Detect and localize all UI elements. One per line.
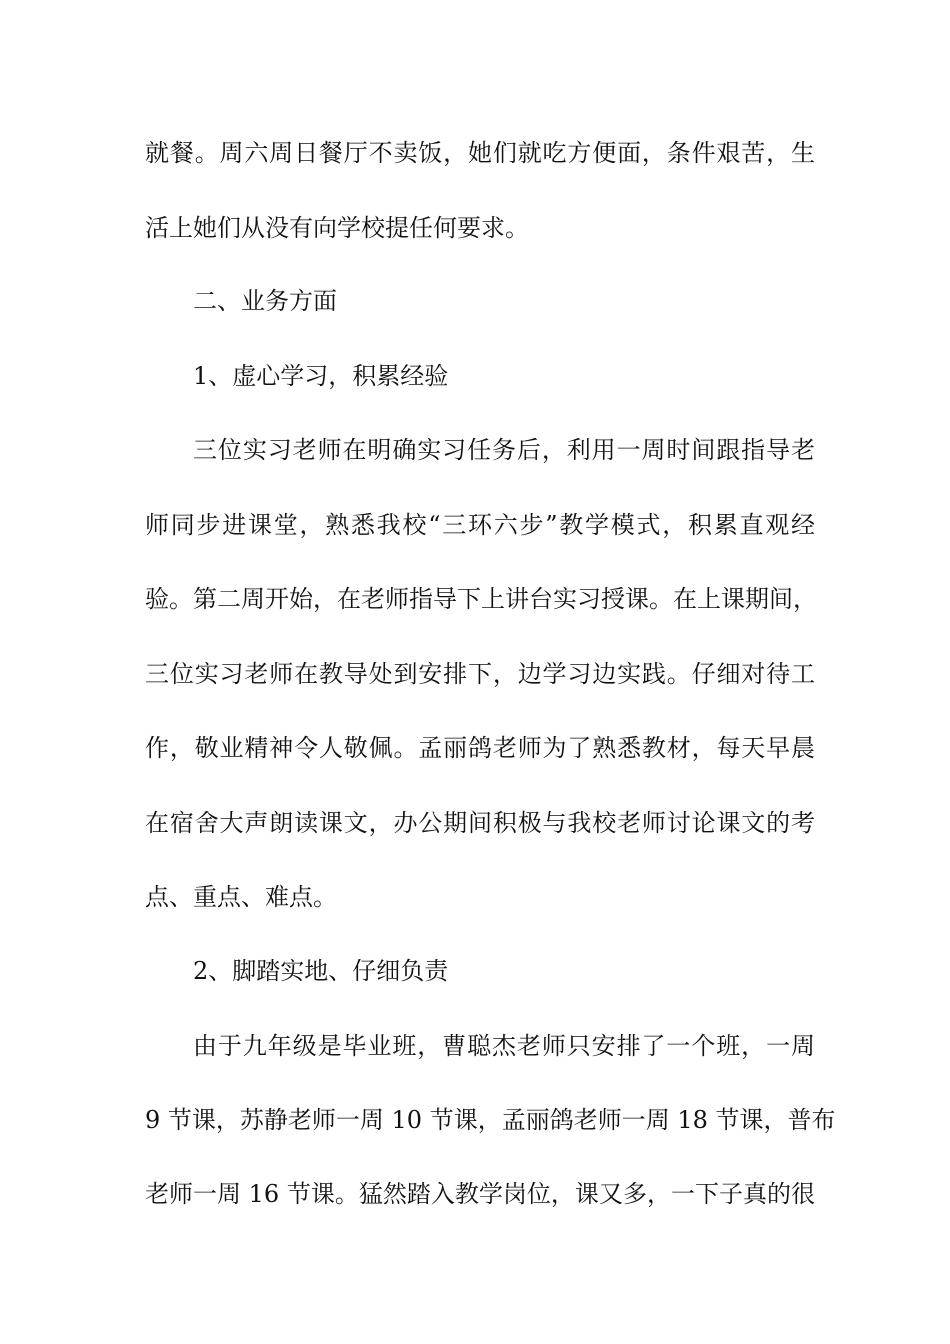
paragraph-line: 作，敬业精神令人敬佩。孟丽鸽老师为了熟悉教材，每天早晨: [145, 734, 815, 762]
paragraph-line: 就餐。周六周日餐厅不卖饭，她们就吃方便面，条件艰苦，生: [145, 139, 815, 167]
paragraph-line: 活上她们从没有向学校提任何要求。: [145, 214, 529, 242]
paragraph-line: 点、重点、难点。: [145, 883, 337, 911]
paragraph-line: 9 节课，苏静老师一周 10 节课，孟丽鸽老师一周 18 节课，普布: [145, 1106, 836, 1134]
paragraph-line: 由于九年级是毕业班，曹聪杰老师只安排了一个班，一周: [193, 1032, 815, 1060]
paragraph-line: 老师一周 16 节课。猛然踏入教学岗位，课又多，一下子真的很: [145, 1180, 815, 1208]
paragraph-line: 师同步进课堂，熟悉我校“三环六步”教学模式，积累直观经: [145, 511, 815, 539]
subsection-heading: 2、脚踏实地、仔细负责: [193, 957, 449, 985]
subsection-heading: 1、虚心学习，积累经验: [193, 362, 449, 390]
paragraph-line: 验。第二周开始，在老师指导下上讲台实习授课。在上课期间，: [145, 585, 817, 613]
paragraph-line: 在宿舍大声朗读课文，办公期间积极与我校老师讨论课文的考: [145, 809, 815, 837]
paragraph-line: 三位实习老师在教导处到安排下，边学习边实践。仔细对待工: [145, 660, 815, 688]
paragraph-line: 三位实习老师在明确实习任务后，利用一周时间跟指导老: [193, 436, 815, 464]
section-heading: 二、业务方面: [193, 287, 337, 315]
